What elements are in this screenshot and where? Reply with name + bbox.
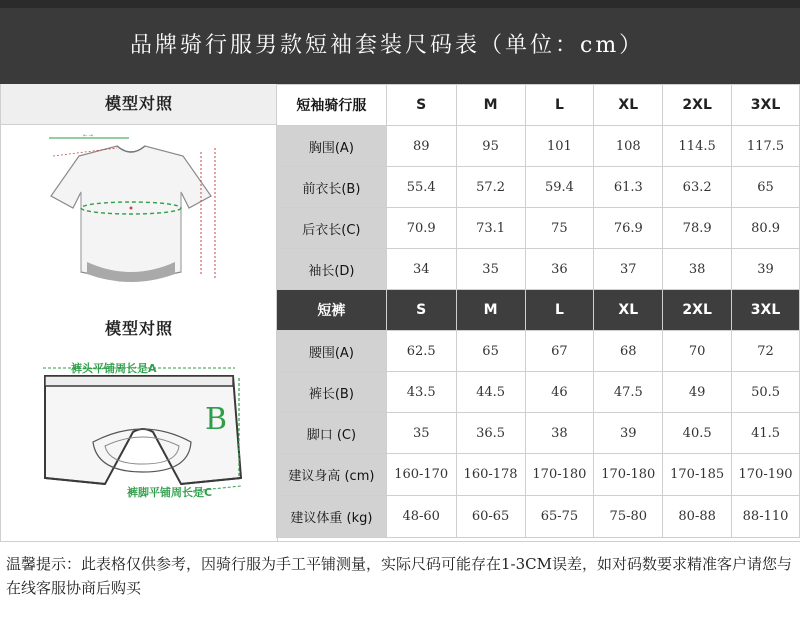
size-value: 73.1	[456, 208, 525, 249]
size-value: 65	[456, 331, 525, 372]
size-value: 68	[594, 331, 663, 372]
size-value: 117.5	[732, 126, 800, 167]
size-value: 101	[525, 126, 594, 167]
size-header-m: M	[456, 290, 525, 331]
size-value: 55.4	[386, 167, 456, 208]
size-value: 108	[594, 126, 663, 167]
size-value: 80.9	[732, 208, 800, 249]
size-header-2xl: 2XL	[663, 290, 732, 331]
size-value: 114.5	[663, 126, 732, 167]
size-value: 160-178	[456, 454, 525, 496]
size-value: 39	[594, 413, 663, 454]
size-value: 65-75	[525, 496, 594, 538]
size-header-3xl: 3XL	[732, 290, 800, 331]
size-value: 75	[525, 208, 594, 249]
shorts-label-b: B	[205, 402, 228, 437]
row-label: 脚口 (C)	[277, 413, 387, 454]
size-value: 39	[732, 249, 800, 290]
jersey-sketch	[39, 134, 239, 294]
svg-text:← →: ← →	[83, 134, 93, 139]
size-value: 70	[663, 331, 732, 372]
recommend-row	[277, 496, 800, 538]
size-value: 62.5	[386, 331, 456, 372]
row-label: 腰围(A)	[277, 331, 387, 372]
size-header-xl: XL	[594, 85, 663, 126]
size-value: 61.3	[594, 167, 663, 208]
size-value: 60-65	[456, 496, 525, 538]
size-value: 170-180	[594, 454, 663, 496]
jersey-row	[277, 126, 800, 167]
row-label: 裤长(B)	[277, 372, 387, 413]
size-value: 57.2	[456, 167, 525, 208]
size-value: 48-60	[386, 496, 456, 538]
size-value: 89	[386, 126, 456, 167]
row-label: 前衣长(B)	[277, 167, 387, 208]
size-value: 43.5	[386, 372, 456, 413]
size-value: 65	[732, 167, 800, 208]
model-label-top: 模型对照	[1, 84, 277, 125]
size-value: 59.4	[525, 167, 594, 208]
row-label: 建议体重 (kg)	[277, 496, 387, 538]
model-panel	[0, 84, 278, 541]
size-value: 80-88	[663, 496, 732, 538]
size-value: 38	[525, 413, 594, 454]
size-chart-table	[276, 84, 800, 538]
size-value: 70.9	[386, 208, 456, 249]
jersey-header-row	[277, 85, 800, 126]
size-value: 78.9	[663, 208, 732, 249]
row-label: 建议身高 (cm)	[277, 454, 387, 496]
size-value: 170-185	[663, 454, 732, 496]
size-value: 38	[663, 249, 732, 290]
size-value: 67	[525, 331, 594, 372]
jersey-row	[277, 208, 800, 249]
size-value: 72	[732, 331, 800, 372]
size-value: 34	[386, 249, 456, 290]
size-value: 46	[525, 372, 594, 413]
shorts-label-leg: 裤脚平铺周长是C	[127, 486, 213, 499]
header-label: 短袖骑行服	[277, 85, 387, 126]
shorts-label-waist: 裤头平铺周长是A	[71, 362, 157, 375]
size-value: 75-80	[594, 496, 663, 538]
title-strip	[0, 0, 800, 8]
size-value: 49	[663, 372, 732, 413]
row-label: 袖长(D)	[277, 249, 387, 290]
size-value: 37	[594, 249, 663, 290]
size-value: 44.5	[456, 372, 525, 413]
size-header-2xl: 2XL	[663, 85, 732, 126]
size-value: 35	[456, 249, 525, 290]
footer	[0, 541, 800, 618]
row-label: 胸围(A)	[277, 126, 387, 167]
jersey-row	[277, 249, 800, 290]
footer-note: 温馨提示：此表格仅供参考，因骑行服为手工平铺测量，实际尺码可能存在1-3CM误差，如对码数要求精准客户请您与在线客服协商后购买	[6, 555, 792, 597]
size-value: 47.5	[594, 372, 663, 413]
size-value: 95	[456, 126, 525, 167]
header-label: 短裤	[277, 290, 387, 331]
size-header-3xl: 3XL	[732, 85, 800, 126]
shorts-row	[277, 372, 800, 413]
size-value: 170-180	[525, 454, 594, 496]
title-bar	[0, 0, 800, 86]
size-value: 41.5	[732, 413, 800, 454]
row-label: 后衣长(C)	[277, 208, 387, 249]
size-value: 170-190	[732, 454, 800, 496]
size-header-s: S	[386, 85, 456, 126]
jersey-row	[277, 167, 800, 208]
size-value: 35	[386, 413, 456, 454]
size-header-s: S	[386, 290, 456, 331]
size-value: 50.5	[732, 372, 800, 413]
size-header-l: L	[525, 85, 594, 126]
model-label-bottom: 模型对照	[104, 319, 173, 338]
size-value: 88-110	[732, 496, 800, 538]
size-header-xl: XL	[594, 290, 663, 331]
shorts-header-row	[277, 290, 800, 331]
size-header-l: L	[525, 290, 594, 331]
size-value: 160-170	[386, 454, 456, 496]
size-value: 36.5	[456, 413, 525, 454]
page-title: 品牌骑行服男款短袖套装尺码表（单位：cm）	[130, 33, 645, 58]
size-value: 63.2	[663, 167, 732, 208]
recommend-row	[277, 454, 800, 496]
size-value: 40.5	[663, 413, 732, 454]
shorts-row	[277, 413, 800, 454]
size-value: 76.9	[594, 208, 663, 249]
shorts-row	[277, 331, 800, 372]
size-value: 36	[525, 249, 594, 290]
size-header-m: M	[456, 85, 525, 126]
